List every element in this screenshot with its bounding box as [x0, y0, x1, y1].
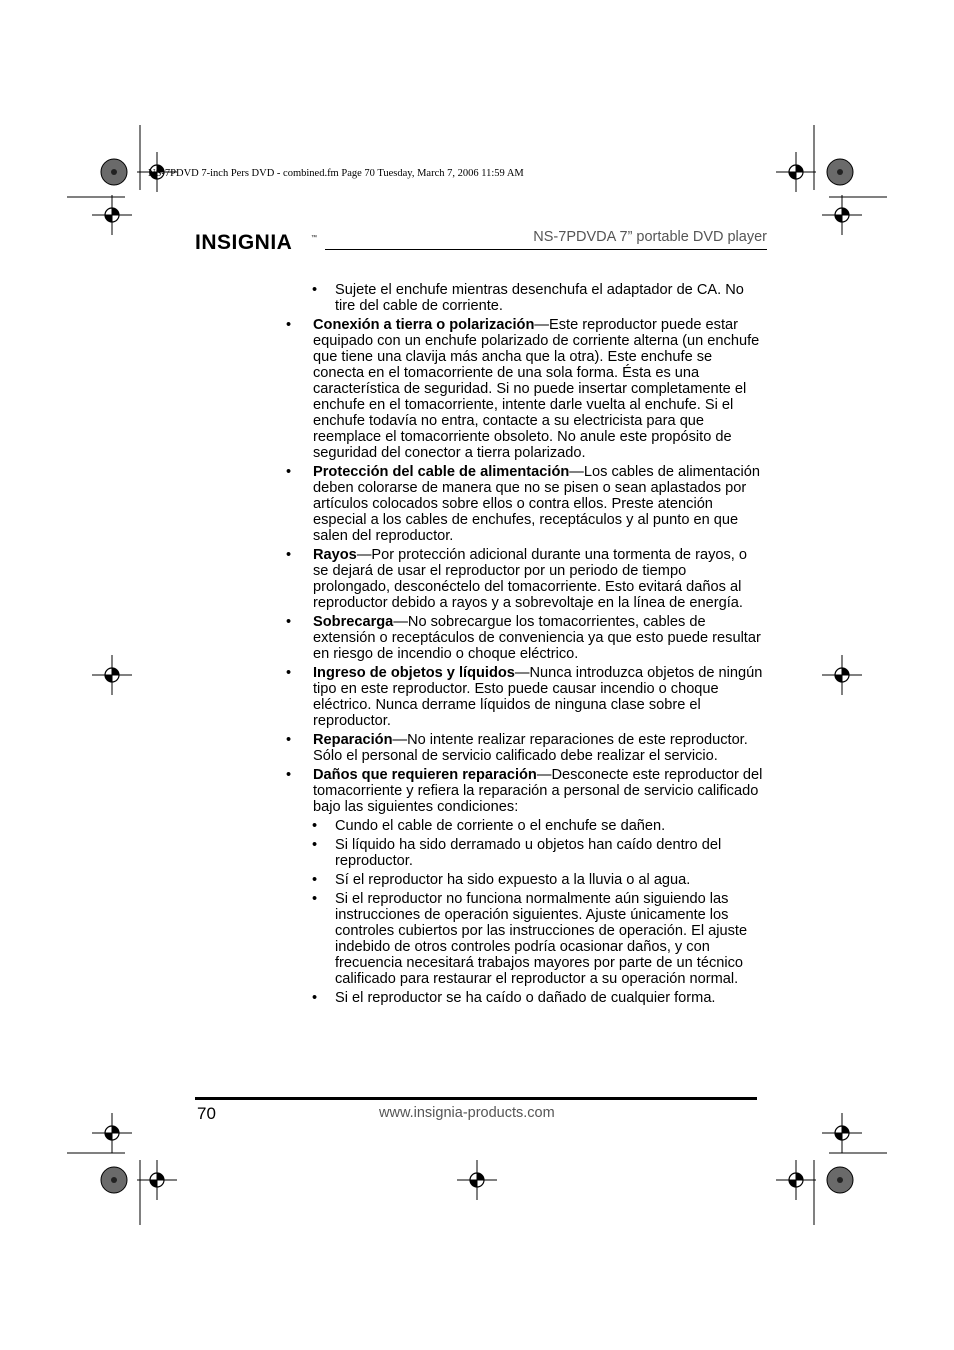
crosshair-mark: [822, 655, 862, 695]
item-text: —Por protección adicional durante una tormenta de rayos, o se dejará de usar el reproductor por un periodo de tiempo prolongado, desconéctelo del tomacorriente. Esto evitará daños al reproductor debido a rayos y a sobrevoltaje en la línea de energía.: [313, 547, 748, 611]
list-sub-item: [286, 818, 766, 834]
sub-item-text: Sí el reproductor ha sido expuesto a la lluvia o al agua.: [335, 872, 691, 888]
page-number: 70: [197, 1104, 216, 1123]
crosshair-mark: [822, 1113, 862, 1153]
list-item: [286, 547, 766, 611]
crosshair-mark: [92, 655, 132, 695]
bullet-icon: •: [286, 547, 292, 563]
bullet-icon: •: [286, 665, 292, 681]
main-content: [286, 282, 766, 1009]
item-text: —Este reproductor puede estar equipado con un enchufe polarizado de corriente alterna (un enchufe que tiene una clavija más ancha que la otra). Este enchufe se conecta en el tomacorriente de una sola forma. Ésta es una característica de seguridad. Si no puede insertar completamente el enchufe en el tomacorriente, intente darle vuelta al enchufe. Si el enchufe todavía no entra, contacte a su electricista para que reemplace el tomacorriente obsoleto. No anule este propósito de seguridad del conector a tierra polarizado.: [313, 317, 760, 461]
item-text: —No intente realizar reparaciones de este reproductor. Sólo el personal de servicio calificado debe realizar el servicio.: [313, 732, 748, 764]
crosshair-mark: [457, 1160, 497, 1200]
starburst-mark-bottom-left: [101, 1167, 127, 1193]
bullet-icon: •: [312, 990, 318, 1006]
bullet-icon: •: [312, 872, 318, 888]
list-sub-item: [286, 837, 766, 869]
item-text: —Nunca introduzca objetos de ningún tipo en este reproductor. Esto puede causar incendio o choque eléctrico. Nunca derrame líquidos de ninguna clase sobre el reproductor.: [313, 665, 763, 729]
list-item: [286, 732, 766, 764]
sub-item-text: Si el reproductor no funciona normalmente aún siguiendo las instrucciones de operación siguientes. Ajuste únicamente los controles cubiertos por las instrucciones de operación. El ajuste indebido de otros controles podría ocasionar daños, y con frecuencia necesitará trabajos mayores por parte de un técnico calificado para restaurar el reproductor a su operación normal.: [335, 891, 748, 987]
item-text: —No sobrecargue los tomacorrientes, cables de extensión o receptáculos de conveniencia ya que esto puede resultar en riesgo de incendio o choque eléctrico.: [313, 614, 761, 662]
footer-rule: [195, 1097, 757, 1100]
header-title: NS-7PDVDA 7” portable DVD player: [533, 229, 767, 245]
list-sub-item: [286, 891, 766, 987]
crosshair-mark: [776, 1160, 816, 1200]
item-text: —Desconecte este reproductor del tomacorriente y refiera la reparación a personal de servicio calificado bajo las siguientes condiciones:: [313, 767, 763, 815]
bullet-icon: •: [312, 282, 318, 298]
sub-item-text: Si líquido ha sido derramado u objetos han caído dentro del reproductor.: [335, 837, 722, 869]
bullet-icon: •: [312, 837, 318, 853]
header-rule: [325, 249, 767, 250]
file-info-slug: NS-7PDVD 7-inch Pers DVD - combined.fm Page 70 Tuesday, March 7, 2006 11:59 AM: [148, 168, 524, 179]
list-item: [286, 317, 766, 461]
sub-item-text: Si el reproductor se ha caído o dañado de cualquier forma.: [335, 990, 716, 1006]
starburst-mark-bottom-right: [827, 1167, 853, 1193]
svg-text:™: ™: [311, 235, 317, 241]
bullet-icon: •: [286, 317, 292, 333]
crosshair-mark: [822, 195, 862, 235]
bullet-icon: •: [312, 891, 318, 907]
list-sub-item: [286, 872, 766, 888]
insignia-logo: [195, 225, 320, 259]
bullet-icon: •: [312, 818, 318, 834]
item-term: Rayos: [313, 547, 357, 563]
item-term: Conexión a tierra o polarización: [313, 317, 535, 333]
item-term: Reparación: [313, 732, 393, 748]
sub-item-text: Sujete el enchufe mientras desenchufa el adaptador de CA. No tire del cable de corriente.: [335, 282, 744, 314]
starburst-mark-top-left: [101, 159, 127, 185]
sub-item-text: Cundo el cable de corriente o el enchufe se dañen.: [335, 818, 666, 834]
crosshair-mark: [137, 1160, 177, 1200]
crosshair-mark: [92, 1113, 132, 1153]
list-sub-item: [286, 990, 766, 1006]
bullet-icon: •: [286, 614, 292, 630]
list-item: [286, 665, 766, 729]
bullet-icon: •: [286, 767, 292, 783]
item-term: Daños que requieren reparación: [313, 767, 537, 783]
bullet-icon: •: [286, 464, 292, 480]
item-text: —Los cables de alimentación deben colorarse de manera que no se pisen o sean aplastados por artículos colocados sobre ellos o contra ellos. Preste atención especial a los cables de enchufes, receptáculos y al punto en que salen del reproductor.: [313, 464, 760, 544]
crosshair-mark: [776, 152, 816, 192]
footer-url[interactable]: www.insignia-products.com: [379, 1105, 555, 1121]
list-sub-item: [286, 282, 766, 314]
item-term: Sobrecarga: [313, 614, 394, 630]
item-term: Ingreso de objetos y líquidos: [313, 665, 515, 681]
bullet-icon: •: [286, 732, 292, 748]
item-term: Protección del cable de alimentación: [313, 464, 570, 480]
svg-text:INSIGNIA: INSIGNIA: [195, 231, 293, 254]
list-item: [286, 464, 766, 544]
list-item: [286, 614, 766, 662]
starburst-mark-top-right: [827, 159, 853, 185]
list-item: [286, 767, 766, 815]
crosshair-mark: [92, 195, 132, 235]
